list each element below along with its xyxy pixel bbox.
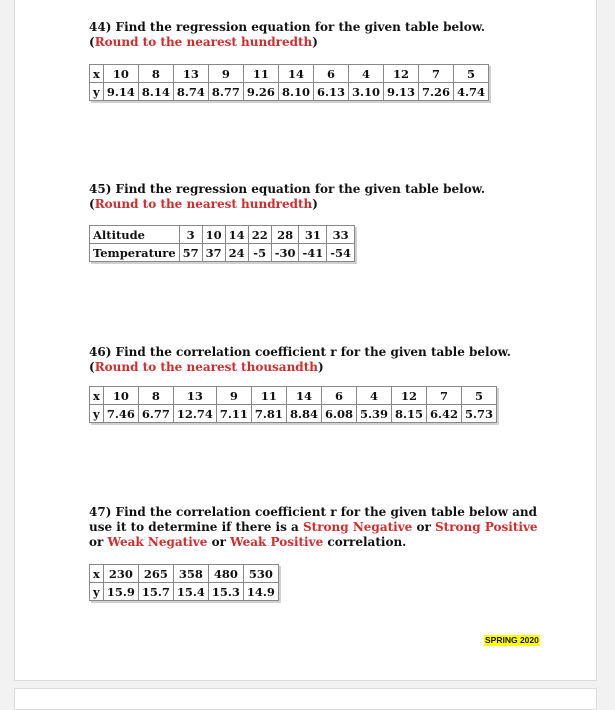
- q45-table: [89, 225, 355, 262]
- table-cell: 7.26: [419, 83, 454, 101]
- table-cell: -30: [271, 244, 299, 262]
- q45-suffix: ): [312, 197, 318, 211]
- row-label-cell: y: [90, 583, 104, 601]
- table-row: [90, 244, 355, 262]
- table-row: [90, 226, 355, 244]
- table-cell: 14: [278, 65, 313, 83]
- table-cell: 22: [248, 226, 271, 244]
- table-cell: 9.14: [103, 83, 138, 101]
- question-46: [89, 345, 529, 375]
- table-cell: 15.3: [208, 583, 243, 601]
- row-label-cell: x: [90, 65, 104, 83]
- q44-table: [89, 64, 489, 101]
- table-cell: 13: [173, 387, 216, 405]
- row-label-cell: Altitude: [90, 226, 180, 244]
- table-row: [90, 387, 497, 405]
- table-cell: 14.9: [243, 583, 278, 601]
- question-44: [89, 20, 529, 50]
- q47-strong-negative: Strong Negative: [303, 520, 413, 534]
- table-cell: 33: [327, 226, 355, 244]
- table-cell: -54: [327, 244, 355, 262]
- table-cell: 14: [225, 226, 248, 244]
- q47-text-5: correlation.: [323, 535, 407, 549]
- table-cell: 9.26: [243, 83, 278, 101]
- table-cell: 12: [391, 387, 426, 405]
- table-cell: 7: [427, 387, 462, 405]
- table-cell: 37: [202, 244, 225, 262]
- table-cell: 24: [225, 244, 248, 262]
- table-cell: 9: [216, 387, 251, 405]
- table-cell: 358: [173, 565, 208, 583]
- table-cell: 265: [138, 565, 173, 583]
- q47-text-1: 47) Find the correlation coefficient r for the given table below and use it to determine if there is a: [89, 505, 538, 534]
- table-cell: 9: [208, 65, 243, 83]
- q47-weak-negative: Weak Negative: [107, 535, 208, 549]
- table-cell: 5.39: [356, 405, 391, 423]
- q45-text: 45) Find the regression equation for the given table below. (: [89, 182, 485, 211]
- q47-text-3: or: [89, 535, 108, 549]
- question-45: [89, 182, 529, 212]
- table-cell: 8.15: [391, 405, 426, 423]
- table-cell: 11: [251, 387, 286, 405]
- table-cell: 8.84: [286, 405, 321, 423]
- table-cell: 6.42: [427, 405, 462, 423]
- table-row: [90, 405, 497, 423]
- table-cell: 4: [348, 65, 383, 83]
- table-cell: 6.77: [138, 405, 173, 423]
- q44-text: 44) Find the regression equation for the given table below. (: [89, 20, 485, 49]
- table-cell: 10: [202, 226, 225, 244]
- table-cell: 12.74: [173, 405, 216, 423]
- table-cell: 530: [243, 565, 278, 583]
- q44-suffix: ): [312, 35, 318, 49]
- table-cell: -5: [248, 244, 271, 262]
- q47-text-2: or: [412, 520, 435, 534]
- table-cell: 7.11: [216, 405, 251, 423]
- table-cell: 3: [179, 226, 202, 244]
- table-cell: 4.74: [454, 83, 489, 101]
- row-label-cell: y: [90, 405, 104, 423]
- table-row: [90, 583, 279, 601]
- q45-rounding: Round to the nearest hundredth: [94, 197, 313, 211]
- table-cell: 3.10: [348, 83, 383, 101]
- row-label-cell: x: [90, 387, 104, 405]
- q46-text: 46) Find the correlation coefficient r for the given table below. (: [89, 345, 511, 374]
- worksheet-page: [14, 0, 597, 681]
- table-cell: 57: [179, 244, 202, 262]
- next-page-edge: [14, 688, 597, 710]
- row-label-cell: y: [90, 83, 104, 101]
- table-cell: 6: [313, 65, 348, 83]
- table-cell: 8: [138, 387, 173, 405]
- table-cell: 230: [103, 565, 138, 583]
- table-cell: 13: [173, 65, 208, 83]
- row-label-cell: Temperature: [90, 244, 180, 262]
- q47-table: [89, 564, 279, 601]
- footer-term-label: SPRING 2020: [485, 635, 539, 645]
- table-row: [90, 65, 489, 83]
- table-cell: 10: [103, 387, 138, 405]
- table-cell: 15.9: [103, 583, 138, 601]
- table-cell: 8.10: [278, 83, 313, 101]
- table-cell: 31: [299, 226, 327, 244]
- q47-weak-positive: Weak Positive: [230, 535, 324, 549]
- table-cell: 15.7: [138, 583, 173, 601]
- q46-suffix: ): [317, 360, 324, 374]
- q46-rounding: Round to the nearest thousandth: [94, 360, 318, 374]
- table-cell: 6: [321, 387, 356, 405]
- table-cell: 8.74: [173, 83, 208, 101]
- table-cell: 9.13: [383, 83, 418, 101]
- table-row: [90, 83, 489, 101]
- table-cell: 28: [271, 226, 299, 244]
- q47-strong-positive: Strong Positive: [435, 520, 538, 534]
- table-cell: 480: [208, 565, 243, 583]
- table-row: [90, 565, 279, 583]
- table-cell: 10: [103, 65, 138, 83]
- table-cell: 4: [356, 387, 391, 405]
- table-cell: 7.46: [103, 405, 138, 423]
- q46-table: [89, 386, 497, 423]
- table-cell: 14: [286, 387, 321, 405]
- q44-rounding: Round to the nearest hundredth: [94, 35, 313, 49]
- table-cell: 6.13: [313, 83, 348, 101]
- table-cell: 11: [243, 65, 278, 83]
- table-cell: -41: [299, 244, 327, 262]
- table-cell: 8: [138, 65, 173, 83]
- q47-text-4: or: [207, 535, 231, 549]
- table-cell: 5: [454, 65, 489, 83]
- table-cell: 7.81: [251, 405, 286, 423]
- table-cell: 15.4: [173, 583, 208, 601]
- row-label-cell: x: [90, 565, 104, 583]
- table-cell: 12: [383, 65, 418, 83]
- table-cell: 5.73: [462, 405, 497, 423]
- table-cell: 5: [462, 387, 497, 405]
- table-cell: 8.77: [208, 83, 243, 101]
- table-cell: 7: [419, 65, 454, 83]
- table-cell: 6.08: [321, 405, 356, 423]
- table-cell: 8.14: [138, 83, 173, 101]
- question-47: [89, 505, 539, 550]
